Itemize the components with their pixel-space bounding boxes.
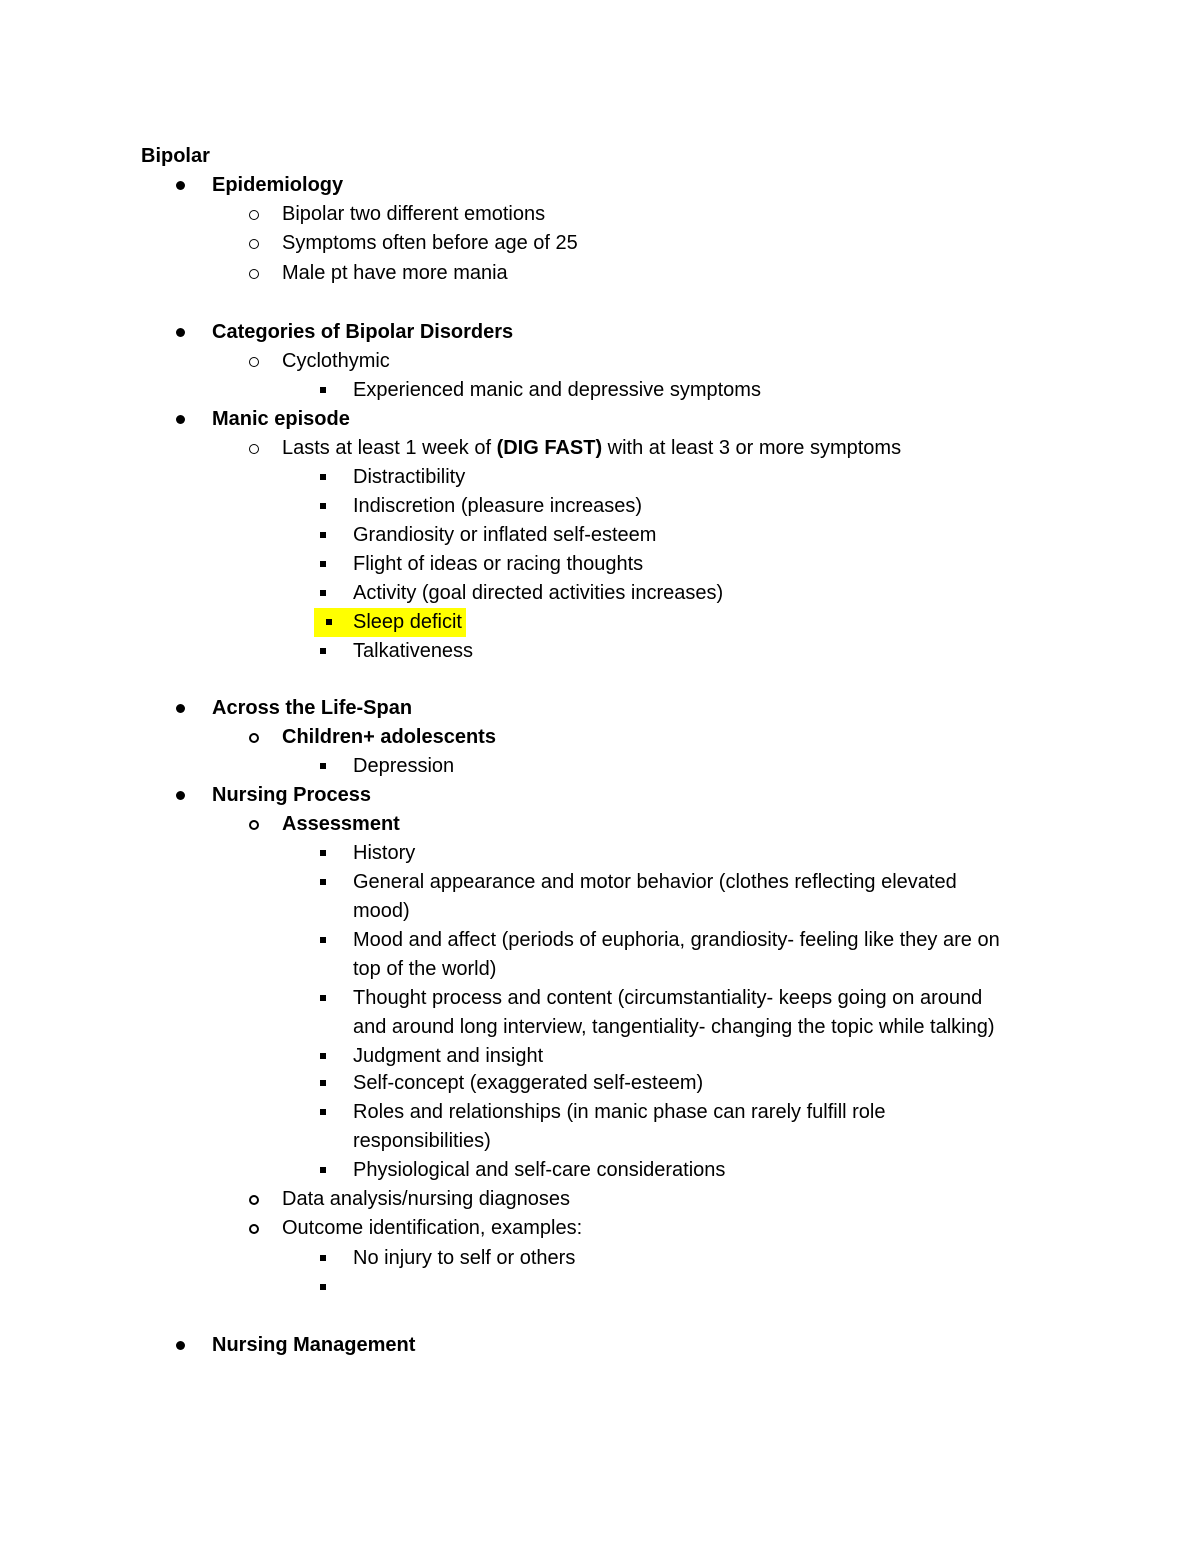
heading-epidemiology: Epidemiology: [212, 174, 344, 196]
symptom-item: Activity (goal directed activities increases): [353, 582, 724, 604]
circle-bullet-icon: [240, 200, 270, 229]
assessment-item-continued: responsibilities): [353, 1130, 491, 1152]
heading-nursing-management: Nursing Management: [212, 1334, 416, 1356]
manic-duration-text: [282, 434, 901, 463]
assessment-item: Roles and relationships (in manic phase can rarely fulfill role: [353, 1101, 886, 1123]
circle-bullet-icon: [240, 1185, 270, 1214]
list-item: Symptoms often before age of 25: [282, 232, 578, 254]
bullet-icon: [166, 781, 196, 810]
assessment-item: General appearance and motor behavior (clothes reflecting elevated: [353, 871, 957, 893]
symptom-item: Talkativeness: [353, 640, 474, 662]
assessment-item: Thought process and content (circumstantiality- keeps going on around: [353, 987, 983, 1009]
circle-bullet-icon: [240, 434, 270, 463]
circle-bullet-icon: [240, 229, 270, 258]
list-item: Data analysis/nursing diagnoses: [282, 1188, 570, 1210]
square-bullet-icon: [308, 463, 338, 492]
square-bullet-icon: [308, 550, 338, 579]
circle-bullet-icon: [240, 259, 270, 288]
square-bullet-icon: [308, 839, 338, 868]
square-bullet-icon: [308, 1273, 338, 1302]
list-item: Children+ adolescents: [282, 726, 496, 748]
square-bullet-icon: [314, 608, 352, 637]
square-bullet-icon: [308, 1244, 338, 1273]
circle-bullet-icon: [240, 347, 270, 376]
square-bullet-icon: [308, 752, 338, 781]
list-item: Cyclothymic: [282, 350, 390, 372]
bullet-icon: [166, 694, 196, 723]
square-bullet-icon: [308, 868, 338, 897]
bullet-icon: [166, 318, 196, 347]
heading-nursing-process: Nursing Process: [212, 784, 371, 806]
list-item: Depression: [353, 755, 455, 777]
list-item: Male pt have more mania: [282, 262, 508, 284]
square-bullet-icon: [308, 521, 338, 550]
outcome-item: No injury to self or others: [353, 1247, 576, 1269]
square-bullet-icon: [308, 1042, 338, 1071]
square-bullet-icon: [308, 1069, 338, 1098]
heading-categories: Categories of Bipolar Disorders: [212, 321, 514, 343]
heading-manic-episode: Manic episode: [212, 408, 350, 430]
symptom-item: Distractibility: [353, 466, 466, 488]
assessment-item-continued: and around long interview, tangentiality- changing the topic while talking): [353, 1016, 995, 1038]
list-item: Assessment: [282, 813, 400, 835]
bullet-icon: [166, 405, 196, 434]
document-title: Bipolar: [141, 145, 210, 167]
square-bullet-icon: [308, 984, 338, 1013]
symptom-item: Grandiosity or inflated self-esteem: [353, 524, 657, 546]
text-fragment: with at least 3 or more symptoms: [602, 437, 902, 459]
square-bullet-icon: [308, 637, 338, 666]
list-item: Experienced manic and depressive symptoms: [353, 379, 761, 401]
square-bullet-icon: [308, 926, 338, 955]
square-bullet-icon: [308, 376, 338, 405]
symptom-item: Indiscretion (pleasure increases): [353, 495, 643, 517]
assessment-item: Mood and affect (periods of euphoria, grandiosity- feeling like they are on: [353, 929, 1000, 951]
assessment-item: Self-concept (exaggerated self-esteem): [353, 1072, 704, 1094]
assessment-item: Physiological and self-care considerations: [353, 1159, 726, 1181]
circle-bullet-icon: [240, 810, 270, 839]
bullet-icon: [166, 171, 196, 200]
list-item: Bipolar two different emotions: [282, 203, 546, 225]
heading-life-span: Across the Life-Span: [212, 697, 413, 719]
square-bullet-icon: [308, 1098, 338, 1127]
circle-bullet-icon: [240, 1214, 270, 1243]
square-bullet-icon: [308, 492, 338, 521]
square-bullet-icon: [308, 1156, 338, 1185]
assessment-item-continued: top of the world): [353, 958, 497, 980]
bullet-icon: [166, 1331, 196, 1360]
symptom-item-highlighted: Sleep deficit: [350, 608, 466, 637]
assessment-item: History: [353, 842, 416, 864]
assessment-item-continued: mood): [353, 900, 410, 922]
text-fragment: Lasts at least 1 week of: [282, 437, 497, 459]
list-item: Outcome identification, examples:: [282, 1217, 583, 1239]
symptom-item: Flight of ideas or racing thoughts: [353, 553, 644, 575]
dig-fast-label: (DIG FAST): [496, 437, 603, 459]
circle-bullet-icon: [240, 723, 270, 752]
square-bullet-icon: [308, 579, 338, 608]
assessment-item: Judgment and insight: [353, 1045, 544, 1067]
